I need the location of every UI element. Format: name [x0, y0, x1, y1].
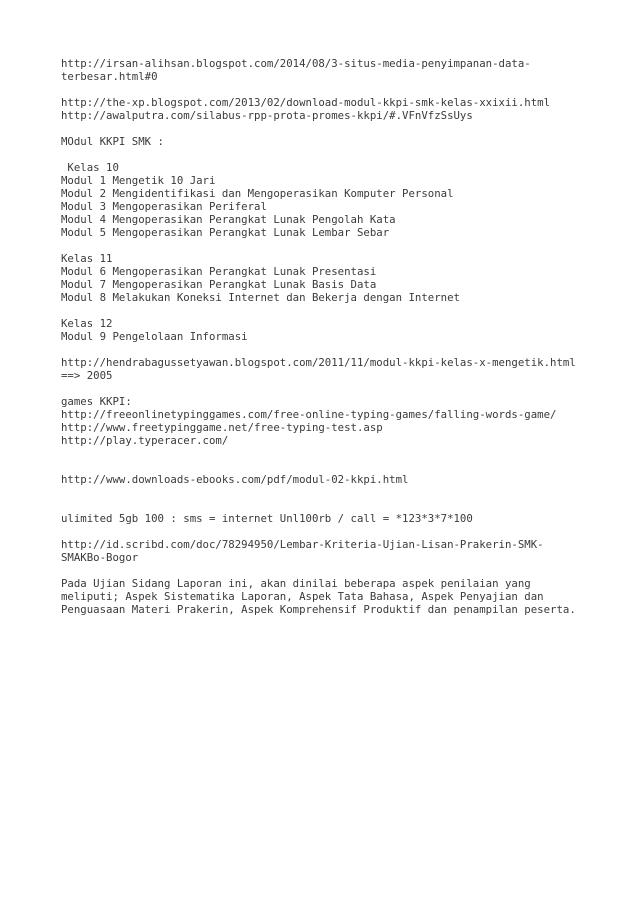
- blank-line: [61, 343, 601, 356]
- blank-line: [61, 304, 601, 317]
- note-line: ==> 2005: [61, 369, 113, 382]
- url-line: http://freeonlinetypinggames.com/free-online-typing-games/falling-words-game/: [61, 408, 557, 421]
- paragraph-line: meliputi; Aspek Sistematika Laporan, Aspek Tata Bahasa, Aspek Penyajian dan: [61, 590, 544, 603]
- blank-line: [61, 525, 601, 538]
- url-line: http://play.typeracer.com/: [61, 434, 229, 447]
- note-line: ulimited 5gb 100 : sms = internet Unl100rb / call = *123*3*7*100: [61, 512, 473, 525]
- url-line: http://irsan-alihsan.blogspot.com/2014/08/3-situs-media-penyimpanan-data-: [61, 57, 531, 70]
- url-line: SMAKBo-Bogor: [61, 551, 139, 564]
- url-line: http://www.downloads-ebooks.com/pdf/modul-02-kkpi.html: [61, 473, 409, 486]
- blank-line: [61, 447, 601, 460]
- module-item: Modul 8 Melakukan Koneksi Internet dan Bekerja dengan Internet: [61, 291, 460, 304]
- module-item: Modul 7 Mengoperasikan Perangkat Lunak Basis Data: [61, 278, 377, 291]
- class-heading: Kelas 12: [61, 317, 113, 330]
- section-heading: MOdul KKPI SMK :: [61, 135, 164, 148]
- blank-line: [61, 499, 601, 512]
- module-item: Modul 6 Mengoperasikan Perangkat Lunak Presentasi: [61, 265, 377, 278]
- paragraph-line: Penguasaan Materi Prakerin, Aspek Komprehensif Produktif dan penampilan peserta.: [61, 603, 576, 616]
- blank-line: [61, 83, 601, 96]
- url-line: http://www.freetypinggame.net/free-typing-test.asp: [61, 421, 383, 434]
- module-item: Modul 9 Pengelolaan Informasi: [61, 330, 248, 343]
- module-item: Modul 3 Mengoperasikan Periferal: [61, 200, 267, 213]
- module-item: Modul 5 Mengoperasikan Perangkat Lunak Lembar Sebar: [61, 226, 390, 239]
- url-line: terbesar.html#0: [61, 70, 158, 83]
- document-body: [61, 57, 601, 616]
- module-item: Modul 2 Mengidentifikasi dan Mengoperasikan Komputer Personal: [61, 187, 454, 200]
- url-line: http://the-xp.blogspot.com/2013/02/download-modul-kkpi-smk-kelas-xxixii.html: [61, 96, 551, 109]
- blank-line: [61, 122, 601, 135]
- blank-line: [61, 148, 601, 161]
- url-line: http://hendrabagussetyawan.blogspot.com/2011/11/modul-kkpi-kelas-x-mengetik.html: [61, 356, 576, 369]
- section-heading: games KKPI:: [61, 395, 132, 408]
- class-heading: Kelas 10: [61, 161, 119, 174]
- blank-line: [61, 382, 601, 395]
- paragraph-line: Pada Ujian Sidang Laporan ini, akan dinilai beberapa aspek penilaian yang: [61, 577, 531, 590]
- blank-line: [61, 460, 601, 473]
- module-item: Modul 1 Mengetik 10 Jari: [61, 174, 216, 187]
- blank-line: [61, 239, 601, 252]
- url-line: http://id.scribd.com/doc/78294950/Lembar-Kriteria-Ujian-Lisan-Prakerin-SMK-: [61, 538, 544, 551]
- url-line: http://awalputra.com/silabus-rpp-prota-promes-kkpi/#.VFnVfzSsUys: [61, 109, 473, 122]
- blank-line: [61, 486, 601, 499]
- class-heading: Kelas 11: [61, 252, 113, 265]
- blank-line: [61, 564, 601, 577]
- module-item: Modul 4 Mengoperasikan Perangkat Lunak Pengolah Kata: [61, 213, 396, 226]
